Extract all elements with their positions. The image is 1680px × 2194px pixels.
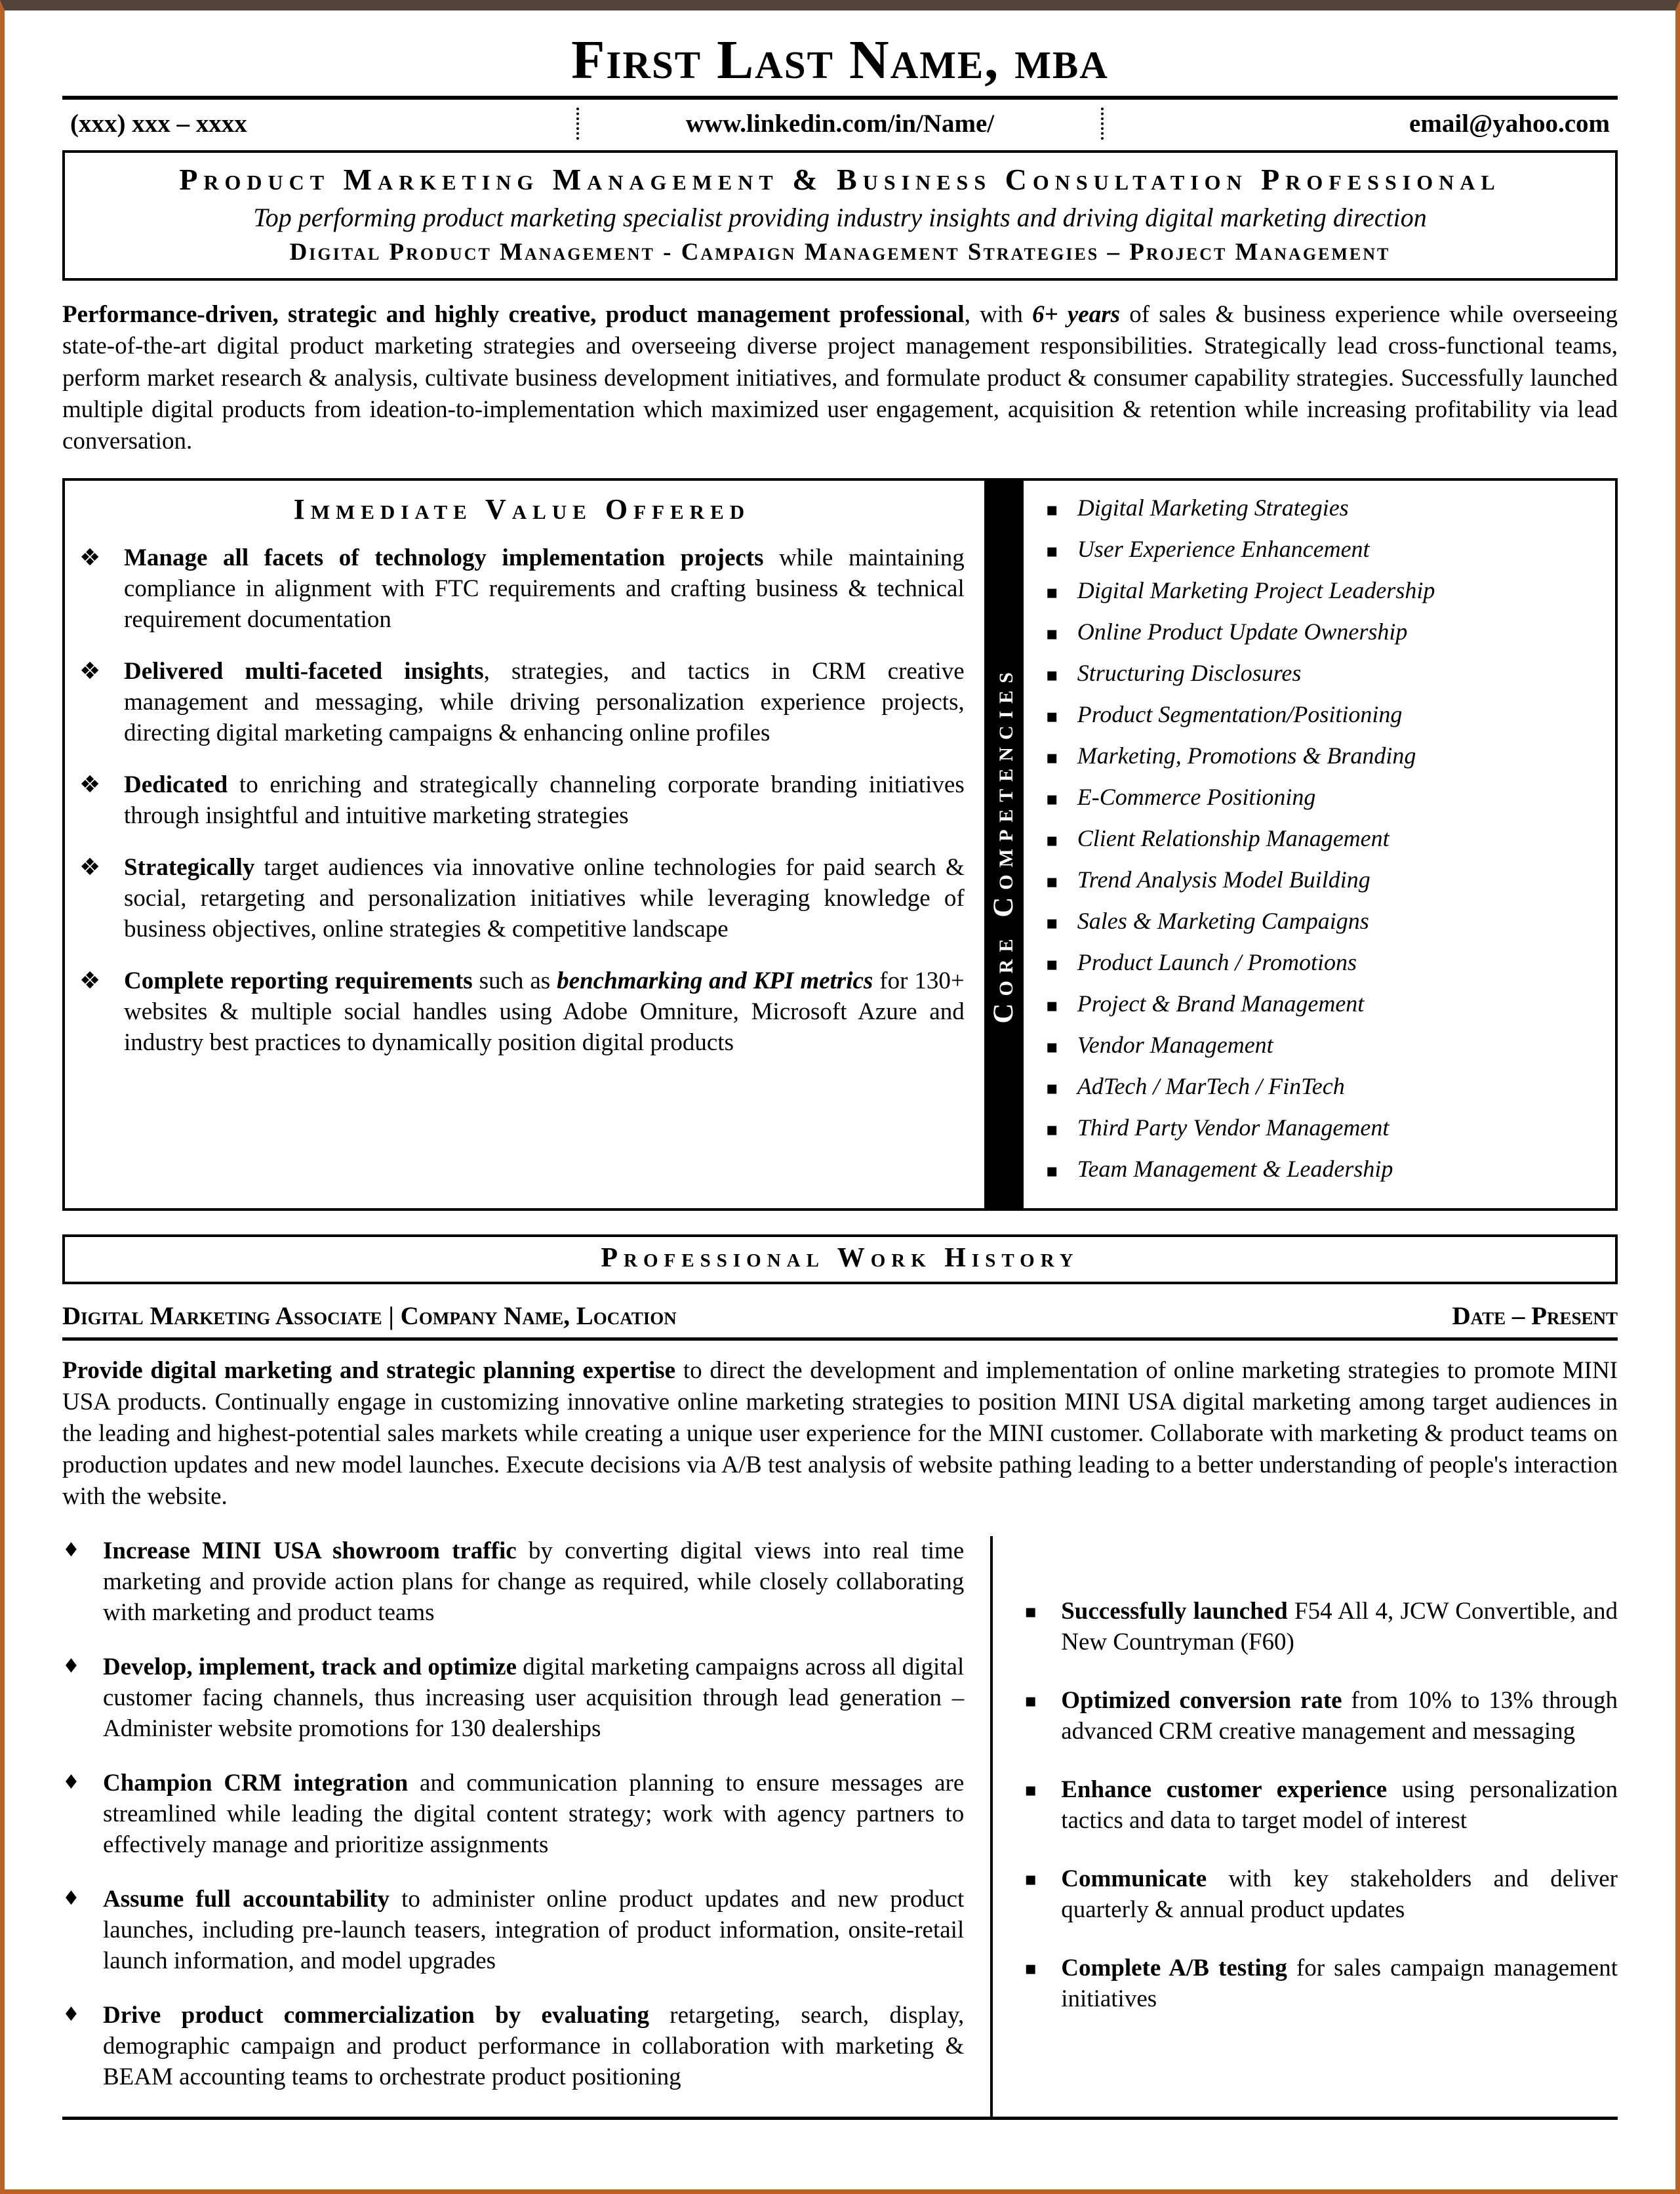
- square-bullet-icon: ▪: [1045, 622, 1058, 644]
- square-bullet-icon: ▪: [1045, 952, 1058, 975]
- specialties-line: Digital Product Management - Campaign Management Strategies – Project Management: [289, 239, 1391, 266]
- competencies-list: [1046, 494, 1606, 1183]
- linkedin-url[interactable]: www.linkedin.com/in/Name/: [576, 108, 1104, 140]
- bold-lead: Complete A/B testing: [1061, 1955, 1287, 1982]
- square-bullet-icon: ▪: [1024, 1690, 1037, 1712]
- square-bullet-icon: ▪: [1045, 911, 1058, 933]
- square-bullet-icon: ▪: [1045, 746, 1058, 768]
- square-bullet-icon: ▪: [1045, 1076, 1058, 1099]
- tagline: Top performing product marketing specialist providing industry insights and driving digital marketing direction: [253, 203, 1427, 233]
- text-rest: retargeting, search, display, demographic campaign and product performance in collaboration with marketing & BEAM accounting teams to orchestrate product positioning: [103, 2002, 965, 2091]
- job-left-item-5: [62, 2001, 964, 2093]
- text-rest: , strategies, and tactics in CRM creative management and messaging, while driving personalization experience projects, directing digital marketing campaigns & enhancing online profiles: [124, 657, 965, 746]
- square-bullet-icon: ▪: [1045, 1035, 1058, 1057]
- competency-item: [1046, 494, 1606, 521]
- bottom-divider: [62, 2117, 1618, 2120]
- value-item-1-text: [124, 543, 965, 636]
- job-right-column: [990, 1536, 1618, 2117]
- job-header-row: [62, 1301, 1618, 1341]
- person-name: [62, 30, 1618, 91]
- competency-text: AdTech / MarTech / FinTech: [1077, 1072, 1345, 1099]
- contact-bar: [62, 96, 1618, 149]
- value-item-3-text: [124, 770, 965, 832]
- job-right-item-1-text: [1061, 1596, 1618, 1658]
- job-left-list: [62, 1536, 964, 2093]
- job-left-item-3: [62, 1768, 964, 1861]
- square-bullet-icon: ▪: [1024, 1779, 1037, 1801]
- job-left-item-2-text: [103, 1652, 964, 1745]
- text-mid: such as: [472, 967, 557, 994]
- competency-text: Trend Analysis Model Building: [1077, 866, 1370, 893]
- competency-text: Digital Marketing Project Leadership: [1077, 577, 1435, 603]
- bold-lead: Successfully launched: [1061, 1598, 1288, 1625]
- competency-text: Product Segmentation/Positioning: [1077, 701, 1403, 727]
- intro-rest: to direct the development and implementation of online marketing strategies to promote MINI USA products. Continually engage in customizing innovative online marketing strategies to position MINI USA digital marketing among target audiences in the leading and highest-potential sales markets while creating a unique user experience for the MINI customer. Collaborate with marketing & product teams on production updates and new model launches. Execute decisions via A/B test analysis of website pathing leading to a better understanding of people's interaction with the website.: [62, 1356, 1618, 1511]
- text-rest: target audiences via innovative online technologies for paid search & social, retargeting and personalization initiatives while leveraging knowledge of business objectives, online strategies & competitive landscape: [124, 853, 965, 943]
- competency-text: Client Relationship Management: [1077, 824, 1390, 851]
- competency-item: [1046, 1114, 1606, 1141]
- job-left-column: [62, 1536, 990, 2117]
- job-intro-paragraph: [62, 1355, 1618, 1513]
- summary-lead: Performance-driven, strategic and highly creative, product management professional: [62, 301, 965, 329]
- square-bullet-icon: ▪: [1045, 1118, 1058, 1140]
- competency-item: [1046, 1072, 1606, 1100]
- value-item-4: [79, 853, 965, 945]
- square-bullet-icon: ▪: [1045, 1159, 1058, 1181]
- square-bullet-icon: ▪: [1045, 539, 1058, 561]
- text-rest: digital marketing campaigns across all digital customer facing channels, thus increasing user acquisition through lead generation – Administer website promotions for 130 dealerships: [103, 1654, 965, 1743]
- summary-emph: 6+ years: [1032, 301, 1121, 329]
- job-right-item-2-text: [1061, 1686, 1618, 1747]
- intro-lead: Provide digital marketing and strategic planning expertise: [62, 1356, 676, 1384]
- diamond-bullet-icon: ♦: [62, 1887, 80, 1911]
- job-left-item-3-text: [103, 1768, 964, 1861]
- bold-lead: Enhance customer experience: [1061, 1776, 1388, 1804]
- competency-item: [1046, 907, 1606, 935]
- square-bullet-icon: ▪: [1045, 704, 1058, 727]
- job-right-item-1: [1024, 1596, 1618, 1658]
- job-right-item-3-text: [1061, 1775, 1618, 1837]
- header: [62, 30, 1618, 91]
- email-address[interactable]: email@yahoo.com: [1409, 110, 1610, 138]
- diamond-bullet-icon: ♦: [62, 2003, 80, 2027]
- diamond-cluster-bullet-icon: ❖: [79, 771, 101, 798]
- job-left-item-4: [62, 1884, 964, 1977]
- competency-item: [1046, 742, 1606, 769]
- summary-mid: , with: [964, 301, 1033, 329]
- text-rest: with key stakeholders and deliver quarterly & annual product updates: [1061, 1865, 1618, 1924]
- bold-lead: Complete reporting requirements: [124, 967, 473, 994]
- diamond-cluster-bullet-icon: ❖: [79, 657, 101, 685]
- square-bullet-icon: ▪: [1024, 1868, 1037, 1890]
- competency-text: Team Management & Leadership: [1077, 1155, 1393, 1182]
- bold-lead: Optimized conversion rate: [1061, 1687, 1342, 1715]
- job-right-item-2: [1024, 1686, 1618, 1747]
- competency-text: Online Product Update Ownership: [1077, 618, 1408, 645]
- square-bullet-icon: ▪: [1024, 1600, 1037, 1623]
- job-left-item-1-text: [103, 1536, 964, 1629]
- bold-italic-emph: benchmarking and KPI metrics: [557, 967, 873, 994]
- immediate-value-heading: Immediate Value Offered: [293, 493, 751, 525]
- summary-paragraph: [62, 299, 1618, 457]
- value-item-2: [79, 657, 965, 749]
- competency-text: Structuring Disclosures: [1077, 659, 1302, 686]
- value-item-2-text: [124, 657, 965, 749]
- job-right-item-4-text: [1061, 1864, 1618, 1926]
- competency-item: [1046, 948, 1606, 976]
- job-left-item-1: [62, 1536, 964, 1629]
- competency-text: User Experience Enhancement: [1077, 535, 1370, 562]
- competency-item: [1046, 990, 1606, 1017]
- competency-text: E-Commerce Positioning: [1077, 783, 1316, 810]
- value-item-1: [79, 543, 965, 636]
- text-rest: while maintaining compliance in alignment with FTC requirements and crafting business & technical requirement documentation: [124, 544, 965, 633]
- text-rest: for 130+ websites & multiple social handles using Adobe Omniture, Microsoft Azure and industry best practices to dynamically position digital products: [124, 967, 965, 1056]
- competency-text: Digital Marketing Strategies: [1077, 494, 1349, 521]
- job-title: Digital Marketing Associate | Company Name, Location: [62, 1301, 677, 1330]
- value-item-3: [79, 770, 965, 832]
- competency-item: [1046, 701, 1606, 728]
- core-competencies-section: [1024, 481, 1615, 1208]
- text-rest: using personalization tactics and data to target model of interest: [1061, 1776, 1618, 1835]
- diamond-bullet-icon: ♦: [62, 1539, 80, 1562]
- core-competencies-label: Core Competencies: [988, 665, 1020, 1024]
- text-rest: to administer online product updates and new product launches, including pre-launch teasers, integration of product information, onsite-retail launch information, and model upgrades: [103, 1886, 965, 1975]
- job-detail-columns: [62, 1536, 1618, 2117]
- diamond-cluster-bullet-icon: ❖: [79, 853, 101, 881]
- person-name-suffix: , mba: [984, 30, 1109, 91]
- bold-lead: Develop, implement, track and optimize: [103, 1654, 517, 1681]
- text-rest: by converting digital views into real time marketing and provide action plans for change as required, while closely collaborating with marketing and product teams: [103, 1537, 965, 1627]
- job-date-range: Date – Present: [1452, 1301, 1618, 1330]
- competency-item: [1046, 577, 1606, 604]
- competency-item: [1046, 535, 1606, 563]
- professional-title: Product Marketing Management & Business Consultation Professional: [179, 163, 1501, 197]
- competency-item: [1046, 659, 1606, 687]
- competency-item: [1046, 824, 1606, 852]
- immediate-value-list: [79, 543, 965, 1059]
- value-competencies-box: [62, 478, 1618, 1211]
- text-rest: and communication planning to ensure messages are streamlined while leading the digital content strategy; work with agency partners to effectively manage and prioritize assignments: [103, 1770, 965, 1859]
- competency-item: [1046, 1155, 1606, 1183]
- core-competencies-band: [984, 481, 1024, 1208]
- job-left-item-2: [62, 1652, 964, 1745]
- competency-text: Product Launch / Promotions: [1077, 948, 1357, 975]
- job-left-item-5-text: [103, 2001, 964, 2093]
- bold-lead: Drive product commercialization by evaluating: [103, 2002, 649, 2029]
- value-item-5: [79, 966, 965, 1059]
- square-bullet-icon: ▪: [1045, 828, 1058, 851]
- competency-item: [1046, 1031, 1606, 1059]
- square-bullet-icon: ▪: [1045, 994, 1058, 1016]
- square-bullet-icon: ▪: [1045, 580, 1058, 603]
- competency-text: Marketing, Promotions & Branding: [1077, 742, 1416, 769]
- competency-item: [1046, 618, 1606, 645]
- square-bullet-icon: ▪: [1024, 1957, 1037, 1980]
- title-box: [62, 150, 1618, 281]
- competency-item: [1046, 866, 1606, 893]
- job-right-item-5: [1024, 1953, 1618, 2015]
- phone-number: (xxx) xxx – xxxx: [70, 110, 247, 138]
- job-right-list: [1024, 1596, 1618, 2015]
- bold-lead: Manage all facets of technology implementation projects: [124, 544, 764, 571]
- text-rest: for sales campaign management initiatives: [1061, 1955, 1618, 2013]
- person-name-text: First Last Name: [571, 30, 985, 91]
- square-bullet-icon: ▪: [1045, 870, 1058, 892]
- text-rest: F54 All 4, JCW Convertible, and New Countryman (F60): [1061, 1598, 1618, 1656]
- diamond-bullet-icon: ♦: [62, 1655, 80, 1678]
- bold-lead: Dedicated: [124, 771, 228, 798]
- text-rest: to enriching and strategically channeling corporate branding initiatives through insightful and intuitive marketing strategies: [124, 771, 965, 829]
- job-left-item-4-text: [103, 1884, 964, 1977]
- value-item-5-text: [124, 966, 965, 1059]
- value-item-4-text: [124, 853, 965, 945]
- competency-text: Sales & Marketing Campaigns: [1077, 907, 1369, 934]
- square-bullet-icon: ▪: [1045, 663, 1058, 685]
- diamond-cluster-bullet-icon: ❖: [79, 544, 101, 571]
- job-right-item-4: [1024, 1864, 1618, 1926]
- summary-rest: of sales & business experience while overseeing state-of-the-art digital product marketing strategies and overseeing diverse project management responsibilities. Strategically lead cross-functional teams, perform market research & analysis, cultivate business development initiatives, and formulate product & consumer capability strategies. Successfully launched multiple digital products from ideation-to-implementation which maximized user engagement, acquisition & retention while increasing profitability via lead conversation.: [62, 301, 1618, 455]
- square-bullet-icon: ▪: [1045, 498, 1058, 520]
- job-right-item-5-text: [1061, 1953, 1618, 2015]
- diamond-cluster-bullet-icon: ❖: [79, 967, 101, 994]
- job-right-item-3: [1024, 1775, 1618, 1837]
- text-rest: from 10% to 13% through advanced CRM creative management and messaging: [1061, 1687, 1618, 1745]
- bold-lead: Champion CRM integration: [103, 1770, 409, 1797]
- bold-lead: Assume full accountability: [103, 1886, 390, 1913]
- immediate-value-section: [65, 481, 984, 1208]
- work-history-heading: Professional Work History: [62, 1234, 1618, 1284]
- square-bullet-icon: ▪: [1045, 787, 1058, 809]
- diamond-bullet-icon: ♦: [62, 1771, 80, 1795]
- bold-lead: Strategically: [124, 853, 255, 881]
- competency-text: Third Party Vendor Management: [1077, 1114, 1390, 1141]
- bold-lead: Delivered multi-faceted insights: [124, 657, 484, 685]
- competency-item: [1046, 783, 1606, 811]
- competency-text: Project & Brand Management: [1077, 990, 1365, 1017]
- competency-text: Vendor Management: [1077, 1031, 1273, 1058]
- bold-lead: Increase MINI USA showroom traffic: [103, 1537, 517, 1565]
- bold-lead: Communicate: [1061, 1865, 1207, 1893]
